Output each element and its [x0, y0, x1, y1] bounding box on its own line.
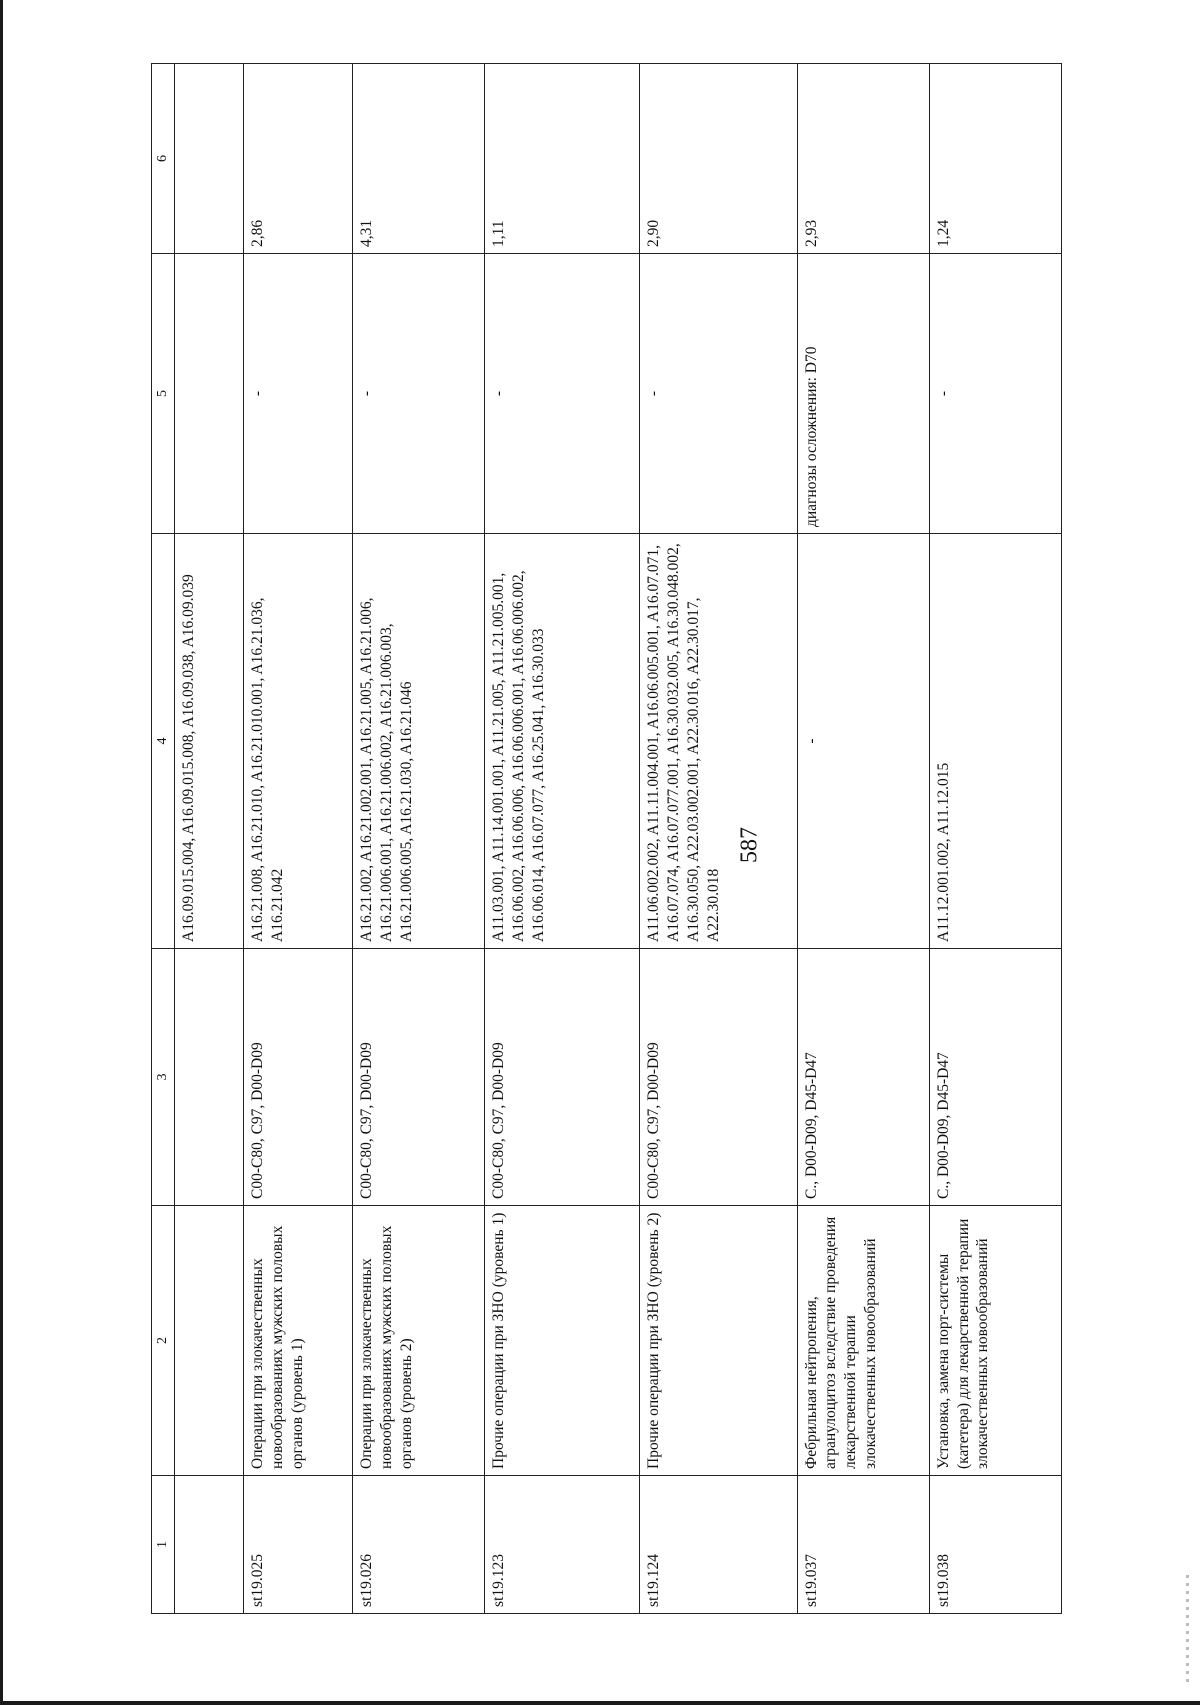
cell-diagnosis: C00-C80, C97, D00-D09 — [485, 949, 640, 1206]
cell-code: st19.038 — [929, 1476, 1061, 1614]
cell-coef: 1,11 — [485, 64, 640, 254]
cell-name: Фебрильная нейтропения, агранулоцитоз вследствие проведения лекарственной терапии злокачественных новообразований — [797, 1206, 929, 1476]
cell-coef — [175, 64, 244, 254]
header-col-6: 6 — [152, 64, 175, 254]
cell-services: - — [797, 534, 929, 949]
scan-edge-bottom — [0, 1701, 1200, 1705]
cell-diagnosis: C00-C80, C97, D00-D09 — [244, 949, 353, 1206]
table-row — [485, 64, 640, 1614]
cell-coef: 2,90 — [640, 64, 797, 254]
scan-edge-marks — [1186, 1575, 1189, 1685]
header-col-3: 3 — [152, 949, 175, 1206]
cell-coef: 2,86 — [244, 64, 353, 254]
cell-name: Операции при злокачественных новообразованиях мужских половых органов (уровень 2) — [353, 1206, 485, 1476]
scan-edge-left — [0, 0, 3, 1705]
table-row — [244, 64, 353, 1614]
cell-diagnosis — [175, 949, 244, 1206]
table-row — [797, 64, 929, 1614]
cell-code: st19.025 — [244, 1476, 353, 1614]
header-col-5: 5 — [152, 254, 175, 534]
cell-diagnosis: C00-C80, C97, D00-D09 — [353, 949, 485, 1206]
table-row — [175, 64, 244, 1614]
cell-code: st19.124 — [640, 1476, 797, 1614]
tariff-table — [151, 63, 1062, 1614]
cell-services: A11.03.001, A11.14.001.001, A11.21.005, A11.21.005.001, A16.06.002, A16.06.006, A16.06.006.001, A16.06.006.002, A16.06.014, A16.07.077, A16.25.041, A16.30.033 — [485, 534, 640, 949]
cell-extra: - — [485, 254, 640, 534]
header-col-4: 4 — [152, 534, 175, 949]
header-row — [152, 64, 175, 1614]
cell-name — [175, 1206, 244, 1476]
cell-coef: 2,93 — [797, 64, 929, 254]
page-number: 587 — [736, 827, 763, 863]
header-col-2: 2 — [152, 1206, 175, 1476]
table-row — [929, 64, 1061, 1614]
table-row — [353, 64, 485, 1614]
cell-extra: - — [929, 254, 1061, 534]
cell-diagnosis: C., D00-D09, D45-D47 — [929, 949, 1061, 1206]
cell-coef: 4,31 — [353, 64, 485, 254]
cell-name: Прочие операции при ЗНО (уровень 2) — [640, 1206, 797, 1476]
cell-services: A11.06.002.002, A11.11.004.001, A16.06.005.001, A16.07.071, A16.07.074, A16.07.077.001, A16.30.032.005, A16.30.048.002, A16.30.050, A22.03.002.001, A22.30.016, A22.30.017, A22.30.018 — [640, 534, 797, 949]
table-row — [640, 64, 797, 1614]
cell-name: Прочие операции при ЗНО (уровень 1) — [485, 1206, 640, 1476]
cell-code: st19.123 — [485, 1476, 640, 1614]
cell-code: st19.037 — [797, 1476, 929, 1614]
cell-extra: - — [244, 254, 353, 534]
cell-extra: диагнозы осложнения: D70 — [797, 254, 929, 534]
cell-services: A16.21.002, A16.21.002.001, A16.21.005, A16.21.006, A16.21.006.001, A16.21.006.002, A16.21.006.003, A16.21.006.005, A16.21.030, A16.21.046 — [353, 534, 485, 949]
cell-diagnosis: C00-C80, C97, D00-D09 — [640, 949, 797, 1206]
cell-services: A16.09.015.004, A16.09.015.008, A16.09.038, A16.09.039 — [175, 534, 244, 949]
rotated-table-container — [151, 64, 1062, 1614]
cell-code — [175, 1476, 244, 1614]
cell-name: Установка, замена порт-системы (катетера) для лекарственной терапии злокачественных новообразований — [929, 1206, 1061, 1476]
cell-services: A11.12.001.002, A11.12.015 — [929, 534, 1061, 949]
cell-code: st19.026 — [353, 1476, 485, 1614]
cell-extra: - — [353, 254, 485, 534]
cell-name: Операции при злокачественных новообразованиях мужских половых органов (уровень 1) — [244, 1206, 353, 1476]
cell-services: A16.21.008, A16.21.010, A16.21.010.001, A16.21.036, A16.21.042 — [244, 534, 353, 949]
cell-diagnosis: C., D00-D09, D45-D47 — [797, 949, 929, 1206]
cell-coef: 1,24 — [929, 64, 1061, 254]
header-col-1: 1 — [152, 1476, 175, 1614]
cell-extra — [175, 254, 244, 534]
cell-extra: - — [640, 254, 797, 534]
